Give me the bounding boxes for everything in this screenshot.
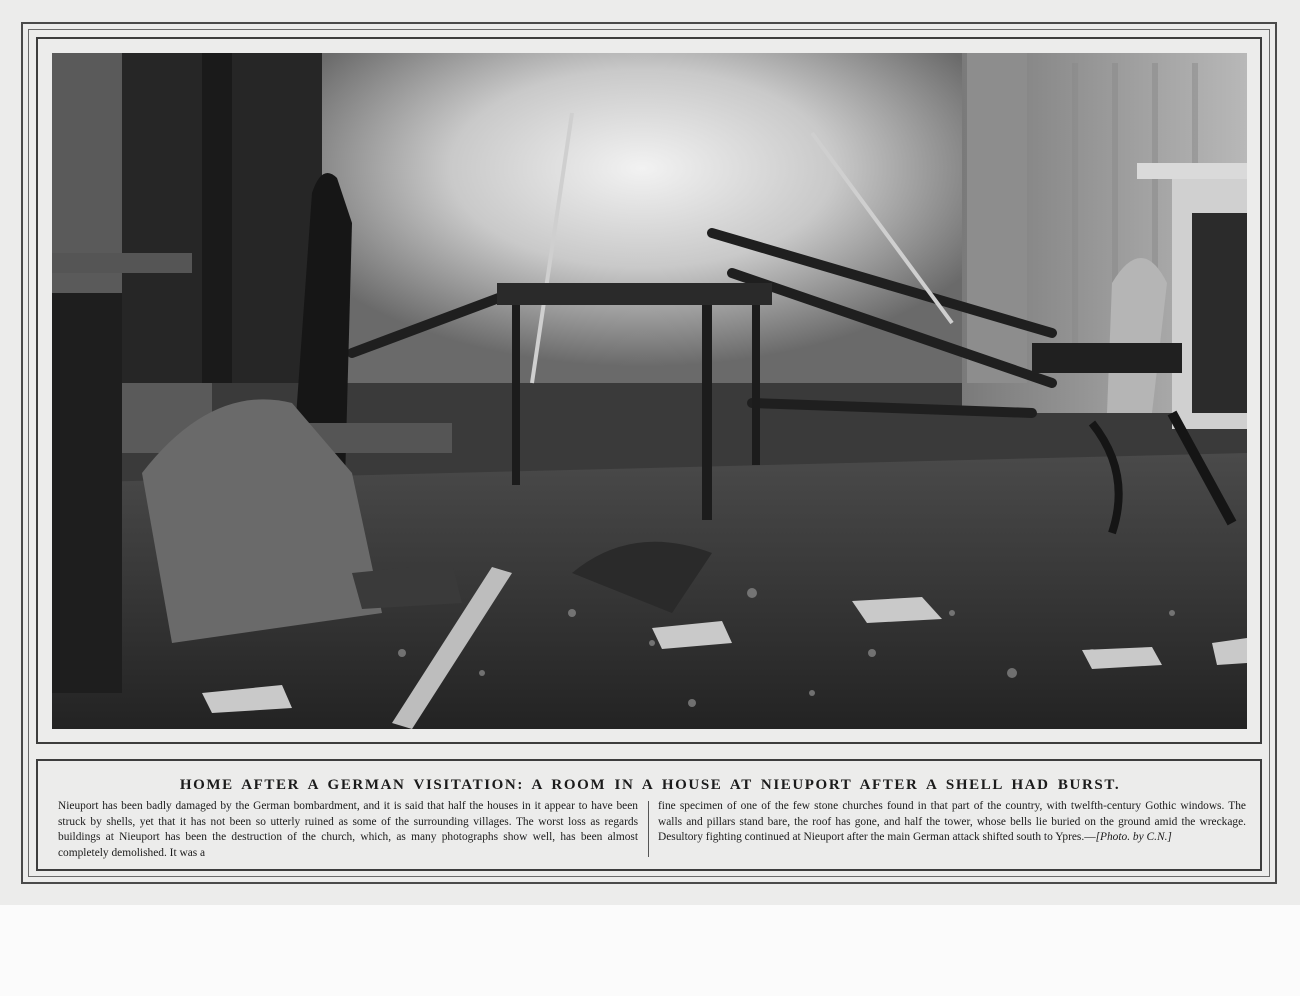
column-divider bbox=[648, 801, 649, 857]
caption-right-text: fine specimen of one of the few stone churches found in that part of the country, with twelfth-century Gothic windows. The walls and pillars stand bare, the roof has gone, and half the tower, whose bells lie buried on the ground amid the wreckage. Desultory fighting continued at Nieuport after the main German attack shifted south to Ypres.— bbox=[658, 800, 1246, 843]
caption-body bbox=[58, 799, 1246, 861]
bottom-strip bbox=[0, 905, 1300, 996]
caption-left-column: Nieuport has been badly damaged by the German bombardment, and it is said that half the houses in it appear to have been struck by shells, yet that it has not been so utterly ruined as some of the surrounding villages. The worst loss as regards buildings at Nieuport has been the destruction of the church, which, as many photographs show well, has been almost completely demolished. It was a bbox=[58, 800, 638, 859]
mantelpiece bbox=[1137, 163, 1247, 179]
photograph-wrecked-room bbox=[52, 53, 1247, 729]
caption-title: HOME AFTER A GERMAN VISITATION: A ROOM IN A HOUSE AT NIEUPORT AFTER A SHELL HAD BURST. bbox=[179, 777, 1121, 793]
left-cabinet bbox=[52, 293, 122, 693]
caption-right-column bbox=[658, 799, 1246, 846]
photo-credit: [Photo. by C.N.] bbox=[1095, 831, 1172, 843]
